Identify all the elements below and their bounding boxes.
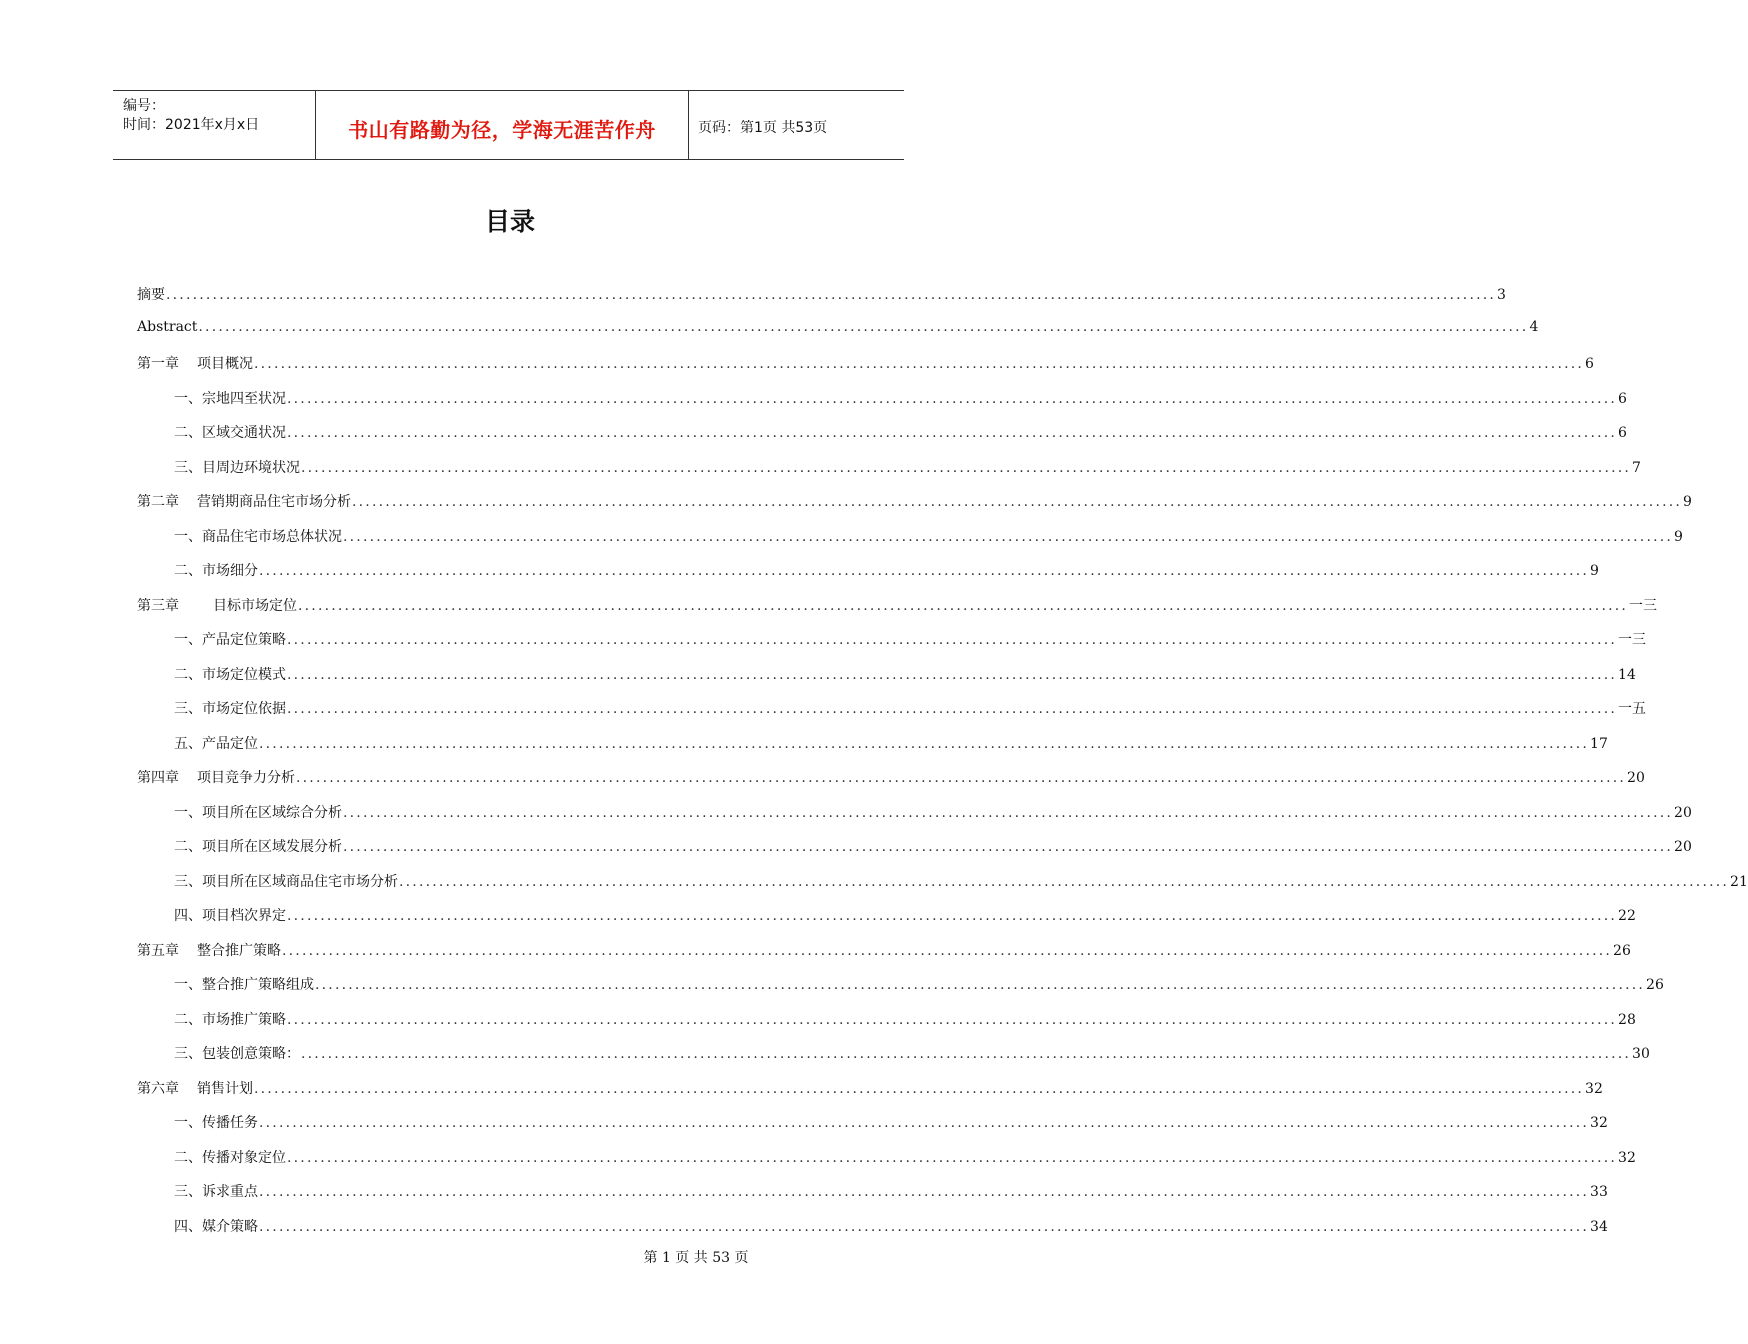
toc-leader-dots: ........................................................................................................................................................................................................ xyxy=(399,873,1730,890)
toc-leader-dots: ........................................................................................................................................................................................................ xyxy=(287,908,1618,924)
toc-leader-dots: ........................................................................................................................................................................................................ xyxy=(298,597,1629,614)
toc-entry-label xyxy=(137,595,297,615)
toc-entry-label xyxy=(174,560,258,580)
toc-entry-title: 四、项目档次界定 xyxy=(174,908,286,924)
toc-entry-title: 三、包装创意策略： xyxy=(174,1046,300,1062)
toc-page-number: 22 xyxy=(1618,908,1636,924)
toc-entry[interactable] xyxy=(174,905,1636,925)
header-meta-cell xyxy=(113,91,315,159)
toc-entry-title: 二、市场细分 xyxy=(174,563,258,579)
toc-entry-label xyxy=(137,353,253,373)
header-motto: 书山有路勤为径，学海无涯苦作舟 xyxy=(348,117,656,142)
toc-entry-title: 一、项目所在区域综合分析 xyxy=(174,804,342,821)
toc-entry-title: 项目竞争力分析 xyxy=(197,770,295,786)
toc-entry-label xyxy=(137,319,197,335)
toc-entry-chapter: 第四章 xyxy=(137,770,179,786)
toc-page-number: 20 xyxy=(1674,804,1692,821)
toc-page-number: 30 xyxy=(1632,1046,1650,1062)
toc-leader-dots: ........................................................................................................................................................................................................ xyxy=(287,1011,1618,1028)
toc-entry-label xyxy=(137,1078,253,1098)
toc-leader-dots: ........................................................................................................................................................................................................ xyxy=(301,1046,1632,1062)
toc-leader-dots: ........................................................................................................................................................................................................ xyxy=(301,459,1632,476)
toc-entry[interactable] xyxy=(174,1112,1608,1132)
toc-entry[interactable] xyxy=(137,767,1645,787)
toc-entry[interactable] xyxy=(174,1147,1636,1167)
toc-page-number: 34 xyxy=(1590,1218,1608,1235)
toc-entry-label xyxy=(174,629,286,649)
toc-page-number: 9 xyxy=(1674,528,1683,545)
header-page-cell xyxy=(689,91,904,159)
toc-entry-label xyxy=(137,767,295,787)
toc-leader-dots: ........................................................................................................................................................................................................ xyxy=(166,287,1497,303)
toc-entry[interactable] xyxy=(174,526,1683,546)
toc-leader-dots: ........................................................................................................................................................................................................ xyxy=(287,632,1618,648)
toc-entry-label xyxy=(174,388,286,408)
toc-entry-label xyxy=(174,802,342,822)
toc-page-number: 14 xyxy=(1618,666,1636,683)
toc-entry-label xyxy=(174,422,286,442)
toc-entry[interactable] xyxy=(137,284,1506,304)
toc-page-number: 20 xyxy=(1627,770,1645,786)
toc-page-number: 4 xyxy=(1529,318,1539,335)
toc-entry-chapter: 第一章 xyxy=(137,356,179,372)
toc-page-number: 6 xyxy=(1618,390,1627,407)
toc-page-number: 33 xyxy=(1590,1184,1608,1200)
toc-leader-dots: ........................................................................................................................................................................................................ xyxy=(259,1184,1590,1200)
toc-entry[interactable] xyxy=(137,491,1692,511)
toc-page-number: 17 xyxy=(1590,735,1608,752)
toc-entry[interactable] xyxy=(137,595,1658,615)
toc-entry-label xyxy=(174,1112,258,1132)
toc-page-number: 一五 xyxy=(1618,701,1647,717)
toc-page-number: 32 xyxy=(1618,1149,1636,1166)
toc-entry[interactable] xyxy=(174,733,1608,753)
toc-entry-title: 一、传播任务 xyxy=(174,1115,258,1131)
toc-entry[interactable] xyxy=(174,698,1647,718)
toc-entry-title: 一、宗地四至状况 xyxy=(174,390,286,407)
toc-entry[interactable] xyxy=(174,629,1647,649)
toc-entry-label xyxy=(174,974,314,994)
toc-page-number: 26 xyxy=(1646,977,1664,993)
header-page-info: 页码：第1页 共53页 xyxy=(698,120,828,136)
toc-page-number: 6 xyxy=(1618,425,1627,441)
toc-leader-dots: ........................................................................................................................................................................................................ xyxy=(282,942,1613,959)
toc-page-number: 26 xyxy=(1613,942,1631,959)
toc-entry[interactable] xyxy=(174,836,1692,856)
document-number-label: 编号： xyxy=(123,98,165,114)
toc-entry-chapter: 第五章 xyxy=(137,942,179,959)
toc-page-number: 9 xyxy=(1683,494,1692,510)
toc-entry-title: 二、项目所在区域发展分析 xyxy=(174,839,342,855)
toc-entry-label xyxy=(174,1181,258,1201)
toc-entry-title: 营销期商品住宅市场分析 xyxy=(197,494,351,510)
toc-entry-title: 三、市场定位依据 xyxy=(174,701,286,717)
toc-entry[interactable] xyxy=(137,353,1594,373)
toc-leader-dots: ........................................................................................................................................................................................................ xyxy=(343,839,1674,855)
toc-entry-label xyxy=(174,1009,286,1029)
toc-entry-chapter: 第三章 xyxy=(137,597,179,614)
toc-page-number: 3 xyxy=(1497,287,1506,303)
toc-entry-title: 三、项目所在区域商品住宅市场分析 xyxy=(174,873,398,890)
toc-entry-label xyxy=(174,871,398,891)
toc-entry-title: 三、诉求重点 xyxy=(174,1184,258,1200)
toc-entry-chapter: Abstract xyxy=(137,318,198,335)
toc-entry[interactable] xyxy=(174,1009,1636,1029)
toc-leader-dots: ........................................................................................................................................................................................................ xyxy=(352,494,1683,510)
toc-leader-dots: ........................................................................................................................................................................................................ xyxy=(315,977,1646,993)
toc-entry-label xyxy=(174,457,300,477)
toc-entry[interactable] xyxy=(174,664,1636,684)
toc-page-number: 一三 xyxy=(1629,597,1658,614)
toc-leader-dots: ........................................................................................................................................................................................................ xyxy=(287,1149,1618,1166)
header-motto-cell xyxy=(315,91,689,159)
toc-entry-title: 二、传播对象定位 xyxy=(174,1149,286,1166)
toc-entry-title: 销售计划 xyxy=(197,1080,253,1097)
toc-entry[interactable] xyxy=(174,871,1748,891)
toc-leader-dots: ........................................................................................................................................................................................................ xyxy=(198,318,1529,335)
toc-entry-title: 一、整合推广策略组成 xyxy=(174,977,314,993)
toc-entry-title: 五、产品定位 xyxy=(174,735,258,752)
toc-page-number: 20 xyxy=(1674,839,1692,855)
toc-page-number: 32 xyxy=(1590,1115,1608,1131)
toc-entry-label xyxy=(174,664,286,684)
toc-entry[interactable] xyxy=(174,457,1641,477)
toc-entry-chapter: 第六章 xyxy=(137,1080,179,1097)
toc-leader-dots: ........................................................................................................................................................................................................ xyxy=(287,701,1618,717)
toc-leader-dots: ........................................................................................................................................................................................................ xyxy=(343,804,1674,821)
toc-entry-label xyxy=(174,1147,286,1167)
toc-leader-dots: ........................................................................................................................................................................................................ xyxy=(259,1218,1590,1235)
toc-entry-title: 二、市场定位模式 xyxy=(174,666,286,683)
toc-entry-label xyxy=(137,491,351,511)
page-footer: 第 1 页 共 53 页 xyxy=(643,1250,749,1266)
toc-entry-label xyxy=(174,733,258,753)
toc-entry-title: 二、区域交通状况 xyxy=(174,425,286,441)
page-title: 目录 xyxy=(484,207,535,236)
toc-leader-dots: ........................................................................................................................................................................................................ xyxy=(259,1115,1590,1131)
toc-entry[interactable] xyxy=(137,1078,1603,1098)
toc-entry[interactable] xyxy=(174,560,1599,580)
toc-entry[interactable] xyxy=(174,974,1664,994)
toc-leader-dots: ........................................................................................................................................................................................................ xyxy=(287,425,1618,441)
toc-page-number: 9 xyxy=(1590,563,1599,579)
toc-leader-dots: ........................................................................................................................................................................................................ xyxy=(259,735,1590,752)
toc-page-number: 6 xyxy=(1585,356,1594,372)
toc-entry-title: 四、媒介策略 xyxy=(174,1218,258,1235)
toc-entry-label xyxy=(174,698,286,718)
toc-entry[interactable] xyxy=(174,1181,1608,1201)
toc-leader-dots: ........................................................................................................................................................................................................ xyxy=(343,528,1674,545)
toc-leader-dots: ........................................................................................................................................................................................................ xyxy=(287,390,1618,407)
toc-entry-label xyxy=(174,1216,258,1236)
toc-page-number: 32 xyxy=(1585,1080,1603,1097)
toc-page-number: 一三 xyxy=(1618,632,1647,648)
toc-leader-dots: ........................................................................................................................................................................................................ xyxy=(254,356,1585,372)
toc-entry[interactable] xyxy=(174,422,1627,442)
toc-entry-label xyxy=(137,284,165,304)
toc-entry-title: 目标市场定位 xyxy=(213,597,297,614)
document-header xyxy=(113,90,904,160)
toc-entry-title: 项目概况 xyxy=(197,356,253,372)
toc-page-number: 21 xyxy=(1730,873,1748,890)
toc-leader-dots: ........................................................................................................................................................................................................ xyxy=(296,770,1627,786)
toc-entry[interactable] xyxy=(174,1043,1650,1063)
toc-entry-chapter: 第二章 xyxy=(137,494,179,510)
toc-entry[interactable] xyxy=(137,940,1631,960)
toc-entry-title: 二、市场推广策略 xyxy=(174,1011,286,1028)
toc-leader-dots: ........................................................................................................................................................................................................ xyxy=(287,666,1618,683)
document-time-label: 时间：2021年x月x日 xyxy=(123,117,260,133)
toc-page-number: 7 xyxy=(1632,459,1641,476)
toc-entry[interactable] xyxy=(137,318,1539,339)
toc-entry-label xyxy=(174,905,286,925)
toc-entry-chapter: 摘要 xyxy=(137,287,165,303)
toc-entry-label xyxy=(174,526,342,546)
toc-entry[interactable] xyxy=(174,1216,1608,1236)
toc-entry-title: 三、目周边环境状况 xyxy=(174,459,300,476)
toc-entry-title: 一、商品住宅市场总体状况 xyxy=(174,528,342,545)
toc-entry-label xyxy=(174,836,342,856)
toc-entry[interactable] xyxy=(174,388,1627,408)
toc-entry-label xyxy=(137,940,281,960)
toc-entry[interactable] xyxy=(174,802,1692,822)
toc-entry-title: 整合推广策略 xyxy=(197,942,281,959)
toc-leader-dots: ........................................................................................................................................................................................................ xyxy=(259,563,1590,579)
toc-entry-title: 一、产品定位策略 xyxy=(174,632,286,648)
toc-leader-dots: ........................................................................................................................................................................................................ xyxy=(254,1080,1585,1097)
toc-entry-label xyxy=(174,1043,300,1063)
toc-page-number: 28 xyxy=(1618,1011,1636,1028)
